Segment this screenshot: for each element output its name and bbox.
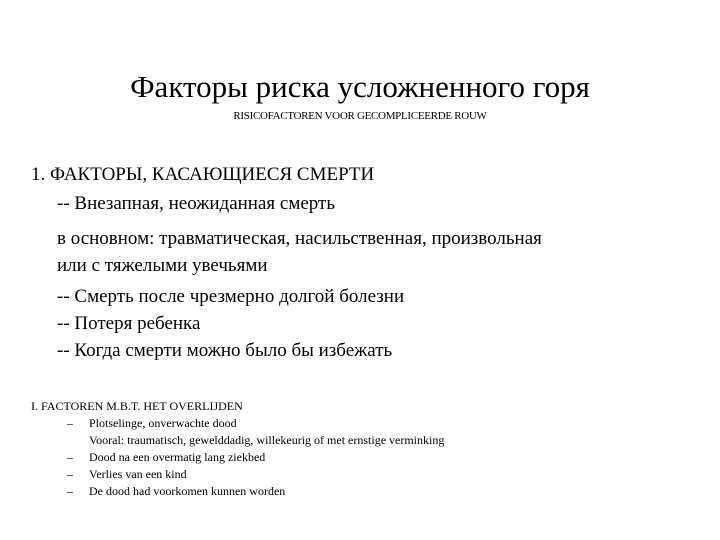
dutch-list-item	[67, 415, 691, 449]
russian-line-preventable-death: -- Когда смерти можно было бы избежать	[57, 340, 393, 361]
dutch-item-text: De dood had voorkomen kunnen worden	[89, 484, 286, 498]
bullet-dash: –	[67, 467, 73, 481]
bullet-dash: –	[67, 484, 73, 498]
russian-line-long-illness: -- Смерть после чрезмерно долгой болезни	[57, 286, 405, 307]
dutch-list-item	[67, 466, 691, 483]
russian-line-severe-injuries: или с тяжелыми увечьями	[57, 255, 268, 276]
slide-title: Факторы риска усложненного горя	[130, 69, 590, 104]
dutch-list-item	[67, 483, 691, 500]
dutch-item-text: Verlies van een kind	[89, 467, 187, 481]
russian-line-sudden-death: -- Внезапная, неожиданная смерть	[57, 193, 335, 214]
dutch-item-subtext: Vooral: traumatisch, gewelddadig, willekeurig of met ernstige verminking	[89, 433, 445, 447]
russian-line-mainly-traumatic: в основном: травматическая, насильственная, произвольная	[57, 228, 542, 249]
slide-subtitle: RISICOFACTOREN VOOR GECOMPLICEERDE ROUW	[233, 110, 487, 122]
dutch-section	[31, 398, 691, 500]
dutch-section-heading: I. FACTOREN M.B.T. HET OVERLIJDEN	[31, 399, 243, 413]
dutch-list	[31, 415, 691, 500]
dutch-item-text: Dood na een overmatig lang ziekbed	[89, 450, 266, 464]
bullet-dash: –	[67, 450, 73, 464]
russian-section	[31, 160, 691, 364]
dutch-item-text: Plotselinge, onverwachte dood	[89, 416, 237, 430]
dutch-list-item	[67, 449, 691, 466]
russian-line-loss-of-child: -- Потеря ребенка	[57, 313, 201, 334]
bullet-dash: –	[67, 416, 73, 430]
russian-section-heading: 1. ФАКТОРЫ, КАСАЮЩИЕСЯ СМЕРТИ	[31, 164, 375, 185]
